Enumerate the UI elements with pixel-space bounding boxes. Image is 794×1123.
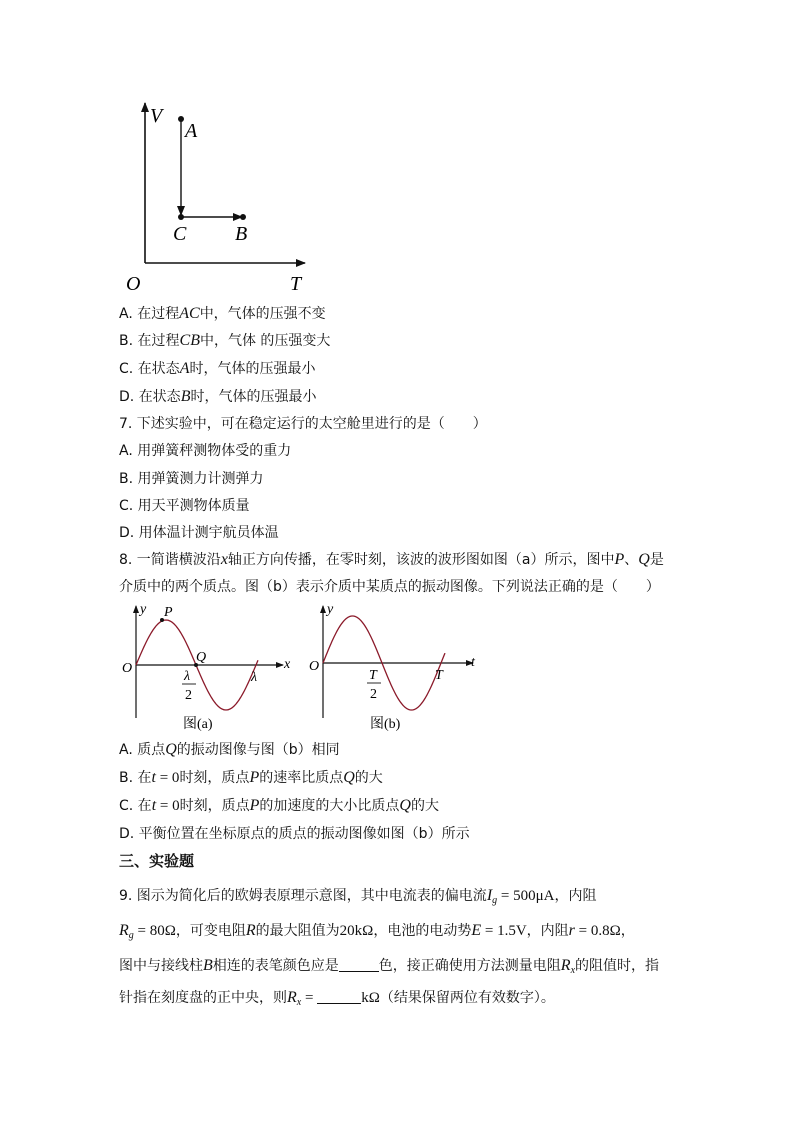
color-answer-blank[interactable] (339, 957, 379, 972)
fig-b-origin: O (309, 659, 320, 674)
q7-option-d[interactable]: D. 用体温计测宇航员体温 (119, 525, 279, 541)
q9-line3: 图中与接线柱B相连的表笔颜色应是 色，接正确使用方法测量电阻$R_x$的阻值时，指 (119, 957, 660, 976)
q9-line4: 针指在刻度盘的正中央，则$R_x = k\Omega$（结果保留两位有效数字）。 (119, 989, 555, 1008)
vt-diagram (120, 95, 320, 300)
q7-stem: 7. 下述实验中，可在稳定运行的太空舱里进行的是（ ） (119, 416, 487, 432)
fig-a-q-label: Q (196, 650, 207, 665)
point-c-label: C (173, 223, 187, 245)
fig-b-half-t-den: 2 (370, 687, 377, 702)
section-title: 三、实验题 (119, 852, 195, 870)
fig-b-t-label: t (471, 655, 475, 670)
q6-option-a[interactable]: A. 在过程AC中，气体的压强不变 (119, 305, 326, 322)
q6-option-b[interactable]: B. 在过程CB中，气体 的压强变大 (119, 332, 331, 349)
fig-a-origin: O (122, 661, 133, 676)
fig-a-half-lambda-num: λ (184, 669, 191, 684)
q7-option-a[interactable]: A. 用弹簧秤测物体受的重力 (119, 443, 292, 459)
fig-a-p-label: P (164, 605, 173, 620)
fig-b-caption: 图(b) (370, 717, 401, 732)
point-c-dot (178, 214, 184, 220)
fig-a-half-lambda-den: 2 (185, 688, 192, 703)
q7-option-c[interactable]: C. 用天平测物体质量 (119, 498, 250, 514)
fig-a-lambda-label: λ (251, 670, 258, 685)
q6-option-d[interactable]: D. 在状态B时，气体的压强最小 (119, 388, 317, 405)
q8-option-b[interactable]: B. 在t = 0时刻，质点P的速率比质点Q的大 (119, 769, 383, 786)
q6-option-c[interactable]: C. 在状态A时，气体的压强最小 (119, 360, 316, 377)
point-b-dot (240, 214, 246, 220)
fig-a-y-label: y (140, 602, 147, 617)
q8-option-d[interactable]: D. 平衡位置在坐标原点的质点的振动图像如图（b）所示 (119, 826, 470, 842)
q9-line2: $R_g = 80\Omega$，可变电阻R的最大阻值为20kΩ，电池的电动势E = 1.5V，内阻r = 0.8Ω， (119, 922, 635, 941)
fig-b-half-t-num: T (369, 668, 377, 683)
point-a-label: A (185, 120, 198, 142)
q8-option-c[interactable]: C. 在t = 0时刻，质点P的加速度的大小比质点Q的大 (119, 797, 439, 814)
q9-line1: 9. 图示为简化后的欧姆表原理示意图，其中电流表的偏电流$I_g = 500\mu A$，内阻 (119, 887, 597, 906)
q7-option-b[interactable]: B. 用弹簧测力计测弹力 (119, 471, 264, 487)
q8-stem-line2: 介质中的两个质点。图（b）表示介质中某质点的振动图像。下列说法正确的是（ ） (119, 579, 660, 595)
point-b-label: B (235, 223, 248, 245)
q8-option-a[interactable]: A. 质点Q的振动图像与图（b）相同 (119, 741, 340, 758)
fig-b-y-label: y (327, 602, 334, 617)
rx-answer-blank[interactable] (317, 989, 361, 1004)
wave-figure-a (118, 600, 298, 736)
origin-label: O (126, 273, 141, 295)
v-axis-label: V (150, 105, 163, 127)
wave-figure-b (305, 600, 485, 736)
q8-stem-line1: 8. 一简谐横波沿x轴正方向传播，在零时刻，该波的波形图如图（a）所示，图中P、Q是 (119, 551, 664, 568)
point-a-dot (178, 116, 184, 122)
fig-b-period-label: T (435, 668, 443, 683)
t-axis-label: T (290, 273, 302, 295)
fig-a-caption: 图(a) (183, 717, 213, 732)
fig-a-x-label: x (284, 657, 291, 672)
